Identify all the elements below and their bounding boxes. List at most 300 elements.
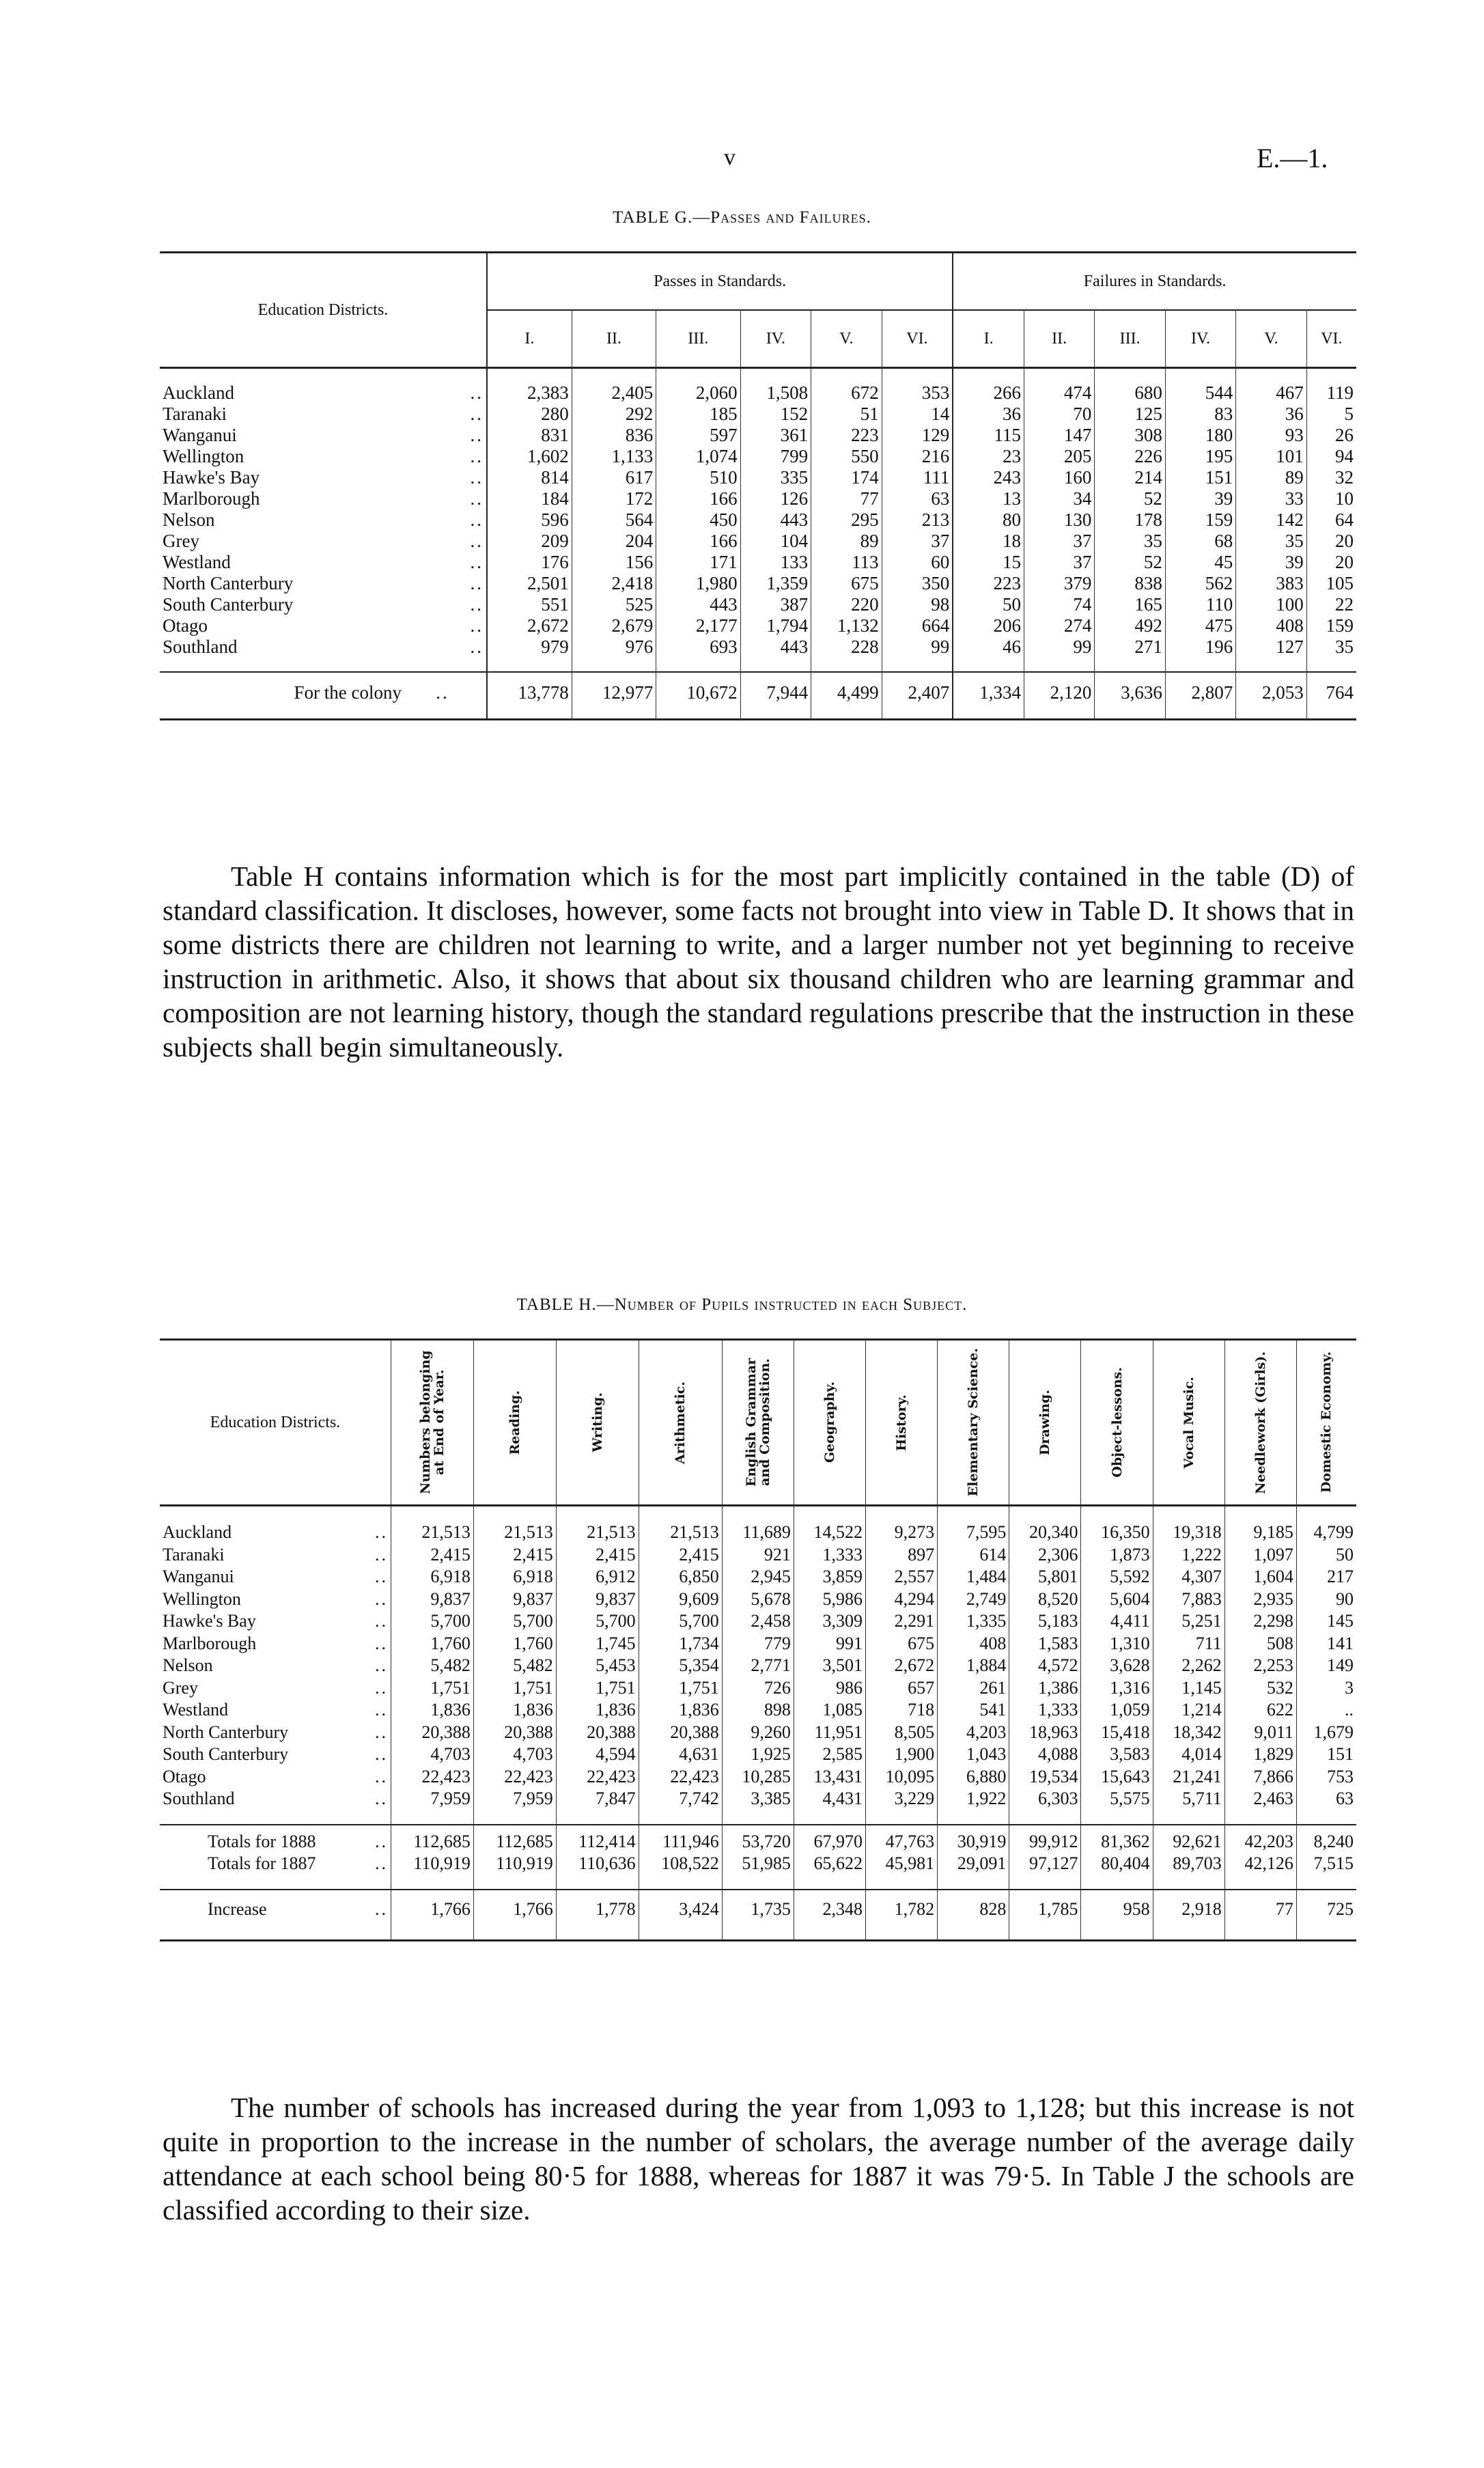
value-cell: 4,203: [938, 1722, 1009, 1744]
leader-dots: ..: [470, 446, 484, 466]
passes-cell: 98: [882, 594, 953, 615]
subject-column-header: [639, 1340, 722, 1506]
passes-cell: 510: [656, 467, 740, 488]
passes-cell: 228: [811, 636, 882, 672]
district-label: Hawke's Bay: [163, 467, 260, 488]
value-cell: 9,185: [1224, 1506, 1296, 1544]
passes-cell: 831: [487, 425, 572, 446]
value-cell: 1,836: [391, 1699, 474, 1722]
failures-cell: 5: [1306, 404, 1356, 425]
failures-standard-header: I.: [953, 310, 1024, 368]
leader-dots: ..: [470, 404, 484, 424]
passes-cell: 443: [740, 636, 811, 672]
value-cell: 2,306: [1009, 1544, 1081, 1567]
passes-cell: 1,359: [740, 573, 811, 594]
subject-column-header: [938, 1340, 1009, 1506]
passes-cell: 814: [487, 467, 572, 488]
paragraph-text: Table H contains information which is for the most part implicitly contained in the table (D) of standard classification. It discloses, however, some facts not brought into view in Table D. It shows that in some districts there are children not learning to write, and a larger number not yet beginning to receive instruction in arithmetic. Also, it shows that about six thousand children who are learning grammar and composition are not learning history, though the standard regulations prescribe that the instruction in these subjects shall begin simultaneously.: [163, 860, 1354, 1063]
failures-cell: 39: [1236, 552, 1306, 573]
leader-dots: ..: [470, 531, 484, 551]
value-cell: 3,309: [794, 1610, 865, 1633]
value-cell: 11,689: [722, 1506, 794, 1544]
value-cell: 3,424: [639, 1890, 722, 1941]
failures-cell: 74: [1024, 594, 1094, 615]
value-cell: 110,919: [391, 1853, 474, 1890]
value-cell: 2,918: [1153, 1890, 1224, 1941]
table-row: [160, 1788, 1356, 1825]
failures-cell: 80: [953, 509, 1024, 531]
passes-cell: 2,383: [487, 368, 572, 404]
passes-cell: 209: [487, 531, 572, 552]
value-cell: 2,291: [866, 1610, 938, 1633]
row-label: Grey: [163, 1677, 198, 1698]
passes-cell: 353: [882, 368, 953, 404]
value-cell: 5,482: [473, 1655, 556, 1677]
value-cell: 18,342: [1153, 1722, 1224, 1744]
failures-cell: 274: [1024, 615, 1094, 636]
document-reference: E.—1.: [1257, 143, 1328, 173]
value-cell: 1,059: [1081, 1699, 1153, 1722]
value-cell: 2,458: [722, 1610, 794, 1633]
district-label: Wanganui: [163, 425, 237, 445]
passes-cell: 550: [811, 446, 882, 467]
table-row: [160, 636, 1356, 672]
table-row: [160, 1677, 1356, 1700]
value-cell: 9,609: [639, 1588, 722, 1611]
passes-cell: 2,672: [487, 615, 572, 636]
failures-cell: 142: [1236, 509, 1306, 531]
value-cell: 8,520: [1009, 1588, 1081, 1611]
total-passes-cell: 2,407: [882, 672, 953, 720]
failures-cell: 467: [1236, 368, 1306, 404]
value-cell: 4,411: [1081, 1610, 1153, 1633]
increase-row: [160, 1890, 1356, 1941]
value-cell: 1,043: [938, 1743, 1009, 1766]
row-label-cell: [160, 1699, 391, 1722]
value-cell: 99,912: [1009, 1825, 1081, 1853]
value-cell: 2,463: [1224, 1788, 1296, 1825]
failures-standard-header: V.: [1236, 310, 1306, 368]
leader-dots: ..: [375, 1588, 388, 1609]
value-cell: 1,778: [556, 1890, 639, 1941]
value-cell: 6,918: [391, 1566, 474, 1588]
value-cell: 2,415: [556, 1544, 639, 1567]
value-cell: 51,985: [722, 1853, 794, 1890]
value-cell: 4,631: [639, 1743, 722, 1766]
district-label: Otago: [163, 615, 208, 636]
value-cell: 80,404: [1081, 1853, 1153, 1890]
failures-cell: 159: [1306, 615, 1356, 636]
table-row: [160, 531, 1356, 552]
passes-cell: 350: [882, 573, 953, 594]
value-cell: 47,763: [866, 1825, 938, 1853]
value-cell: 1,829: [1224, 1743, 1296, 1766]
table-g-passes-failures: [160, 251, 1356, 720]
failures-cell: 35: [1095, 531, 1165, 552]
passes-cell: 129: [882, 425, 953, 446]
passes-cell: 176: [487, 552, 572, 573]
failures-cell: 115: [953, 425, 1024, 446]
failures-group-header: Failures in Standards.: [953, 253, 1356, 311]
value-cell: 110,636: [556, 1853, 639, 1890]
total-failures-cell: 1,334: [953, 672, 1024, 720]
total-failures-cell: 2,053: [1236, 672, 1306, 720]
value-cell: 141: [1296, 1633, 1356, 1655]
passes-cell: 675: [811, 573, 882, 594]
value-cell: 4,294: [866, 1588, 938, 1611]
value-cell: 2,672: [866, 1655, 938, 1677]
table-row: [160, 446, 1356, 467]
failures-cell: 37: [1024, 531, 1094, 552]
total-failures-cell: 764: [1306, 672, 1356, 720]
district-name: [160, 531, 487, 552]
value-cell: 4,703: [391, 1743, 474, 1766]
row-label: North Canterbury: [163, 1722, 289, 1742]
table-row: [160, 573, 1356, 594]
value-cell: 622: [1224, 1699, 1296, 1722]
value-cell: 4,572: [1009, 1655, 1081, 1677]
subject-column-header: [794, 1340, 865, 1506]
value-cell: 2,935: [1224, 1588, 1296, 1611]
value-cell: 508: [1224, 1633, 1296, 1655]
value-cell: 15,418: [1081, 1722, 1153, 1744]
value-cell: 13,431: [794, 1766, 865, 1789]
leader-dots: ..: [375, 1633, 388, 1653]
passes-cell: 1,602: [487, 446, 572, 467]
subject-header-text: English Grammar and Composition.: [743, 1358, 772, 1487]
value-cell: 1,751: [391, 1677, 474, 1700]
value-cell: 779: [722, 1633, 794, 1655]
table-h-pupils-by-subject: [160, 1338, 1356, 1941]
passes-cell: 77: [811, 488, 882, 509]
subject-column-header: [1296, 1340, 1356, 1506]
row-label: Wanganui: [163, 1567, 234, 1586]
subject-header-text: Drawing.: [1037, 1389, 1053, 1456]
passes-cell: 14: [882, 404, 953, 425]
value-cell: 1,925: [722, 1743, 794, 1766]
passes-cell: 976: [572, 636, 656, 672]
value-cell: 4,799: [1296, 1506, 1356, 1544]
subject-column-header: [866, 1340, 938, 1506]
passes-cell: 171: [656, 552, 740, 573]
failures-cell: 474: [1024, 368, 1094, 404]
passes-cell: 2,679: [572, 615, 656, 636]
value-cell: 1,751: [473, 1677, 556, 1700]
failures-cell: 94: [1306, 446, 1356, 467]
value-cell: 2,415: [391, 1544, 474, 1567]
passes-cell: 335: [740, 467, 811, 488]
value-cell: 541: [938, 1699, 1009, 1722]
passes-group-header: Passes in Standards.: [487, 253, 953, 311]
district-name: [160, 368, 487, 404]
failures-cell: 89: [1236, 467, 1306, 488]
leader-dots: ..: [375, 1544, 388, 1565]
total-passes-cell: 4,499: [811, 672, 882, 720]
passes-cell: 617: [572, 467, 656, 488]
value-cell: 4,088: [1009, 1743, 1081, 1766]
value-cell: 5,592: [1081, 1566, 1153, 1588]
failures-cell: 10: [1306, 488, 1356, 509]
row-label-cell: [160, 1506, 391, 1544]
passes-cell: 836: [572, 425, 656, 446]
failures-cell: 130: [1024, 509, 1094, 531]
passes-standard-header: III.: [656, 310, 740, 368]
subject-header-text: Writing.: [589, 1392, 605, 1453]
row-label: Westland: [163, 1700, 229, 1720]
total-row: [160, 672, 1356, 720]
total-failures-cell: 3,636: [1095, 672, 1165, 720]
failures-cell: 125: [1095, 404, 1165, 425]
value-cell: 1,310: [1081, 1633, 1153, 1655]
value-cell: 1,760: [391, 1633, 474, 1655]
table-g-title-prefix: TABLE G.—: [613, 208, 711, 227]
value-cell: 9,260: [722, 1722, 794, 1744]
value-cell: 8,505: [866, 1722, 938, 1744]
leader-dots: ..: [436, 682, 449, 703]
value-cell: 3,501: [794, 1655, 865, 1677]
table-h-title-text: Number of Pupils instructed in each Subject.: [614, 1295, 968, 1314]
passes-cell: 126: [740, 488, 811, 509]
value-cell: 6,912: [556, 1566, 639, 1588]
value-cell: 1,734: [639, 1633, 722, 1655]
table-row: [160, 1722, 1356, 1744]
value-cell: 5,700: [473, 1610, 556, 1633]
value-cell: 21,241: [1153, 1766, 1224, 1789]
failures-cell: 492: [1095, 615, 1165, 636]
failures-cell: 165: [1095, 594, 1165, 615]
value-cell: 6,303: [1009, 1788, 1081, 1825]
table-h-title-prefix: TABLE H.—: [516, 1295, 615, 1314]
failures-cell: 52: [1095, 552, 1165, 573]
subject-column-header: [1009, 1340, 1081, 1506]
value-cell: 149: [1296, 1655, 1356, 1677]
table-g-title-text: Passes and Failures.: [710, 208, 871, 227]
value-cell: ..: [1296, 1699, 1356, 1722]
value-cell: 45,981: [866, 1853, 938, 1890]
value-cell: 20,388: [473, 1722, 556, 1744]
value-cell: 1,484: [938, 1566, 1009, 1588]
value-cell: 753: [1296, 1766, 1356, 1789]
value-cell: 9,837: [473, 1588, 556, 1611]
failures-cell: 13: [953, 488, 1024, 509]
failures-cell: 838: [1095, 573, 1165, 594]
value-cell: 7,959: [391, 1788, 474, 1825]
passes-cell: 597: [656, 425, 740, 446]
district-name: [160, 636, 487, 672]
leader-dots: ..: [470, 615, 484, 636]
failures-cell: 64: [1306, 509, 1356, 531]
value-cell: 1,751: [556, 1677, 639, 1700]
passes-cell: 1,508: [740, 368, 811, 404]
district-name: [160, 594, 487, 615]
value-cell: 110,919: [473, 1853, 556, 1890]
passes-standard-header: VI.: [882, 310, 953, 368]
table-row: [160, 488, 1356, 509]
value-cell: 657: [866, 1677, 938, 1700]
value-cell: 3,628: [1081, 1655, 1153, 1677]
value-cell: 1,735: [722, 1890, 794, 1941]
value-cell: 1,679: [1296, 1722, 1356, 1744]
value-cell: 22,423: [639, 1766, 722, 1789]
failures-cell: 226: [1095, 446, 1165, 467]
passes-cell: 1,074: [656, 446, 740, 467]
value-cell: 2,262: [1153, 1655, 1224, 1677]
value-cell: 63: [1296, 1788, 1356, 1825]
value-cell: 6,880: [938, 1766, 1009, 1789]
leader-dots: ..: [375, 1677, 388, 1698]
passes-cell: 2,418: [572, 573, 656, 594]
failures-cell: 70: [1024, 404, 1094, 425]
district-name: [160, 615, 487, 636]
passes-cell: 60: [882, 552, 953, 573]
district-label: Grey: [163, 531, 199, 551]
row-label: South Canterbury: [163, 1744, 289, 1764]
passes-cell: 387: [740, 594, 811, 615]
failures-cell: 23: [953, 446, 1024, 467]
value-cell: 22,423: [391, 1766, 474, 1789]
total-passes-cell: 13,778: [487, 672, 572, 720]
passes-cell: 111: [882, 467, 953, 488]
value-cell: 65,622: [794, 1853, 865, 1890]
paragraph-table-h-intro: [163, 859, 1354, 1064]
subject-column-header: [1224, 1340, 1296, 1506]
total-label-cell: [160, 672, 487, 720]
value-cell: 9,837: [556, 1588, 639, 1611]
value-cell: 2,348: [794, 1890, 865, 1941]
value-cell: 5,575: [1081, 1788, 1153, 1825]
total-passes-cell: 10,672: [656, 672, 740, 720]
row-label-cell: [160, 1766, 391, 1789]
value-cell: 5,183: [1009, 1610, 1081, 1633]
failures-cell: 266: [953, 368, 1024, 404]
district-label: Southland: [163, 636, 238, 657]
district-name: [160, 488, 487, 509]
passes-cell: 99: [882, 636, 953, 672]
row-label-cell: [160, 1677, 391, 1700]
failures-cell: 379: [1024, 573, 1094, 594]
passes-cell: 1,132: [811, 615, 882, 636]
value-cell: 3,385: [722, 1788, 794, 1825]
district-column-header: Education Districts.: [160, 1340, 391, 1506]
value-cell: 3: [1296, 1677, 1356, 1700]
value-cell: 7,515: [1296, 1853, 1356, 1890]
passes-cell: 1,794: [740, 615, 811, 636]
failures-cell: 18: [953, 531, 1024, 552]
failures-cell: 34: [1024, 488, 1094, 509]
value-cell: 1,214: [1153, 1699, 1224, 1722]
table-row: [160, 1588, 1356, 1611]
value-cell: 2,253: [1224, 1655, 1296, 1677]
value-cell: 1,900: [866, 1743, 938, 1766]
passes-cell: 2,405: [572, 368, 656, 404]
district-label: Auckland: [163, 382, 234, 403]
value-cell: 4,703: [473, 1743, 556, 1766]
value-cell: 5,453: [556, 1655, 639, 1677]
value-cell: 42,203: [1224, 1825, 1296, 1853]
value-cell: 991: [794, 1633, 865, 1655]
value-cell: 1,785: [1009, 1890, 1081, 1941]
value-cell: 2,585: [794, 1743, 865, 1766]
value-cell: 5,801: [1009, 1566, 1081, 1588]
subject-header-text: Reading.: [507, 1390, 522, 1455]
table-row: [160, 404, 1356, 425]
value-cell: 5,678: [722, 1588, 794, 1611]
row-label: Taranaki: [163, 1544, 225, 1565]
value-cell: 6,850: [639, 1566, 722, 1588]
leader-dots: ..: [470, 594, 484, 615]
table-row: [160, 1544, 1356, 1567]
table-row: [160, 1633, 1356, 1655]
table-row: [160, 1566, 1356, 1588]
passes-cell: 693: [656, 636, 740, 672]
passes-cell: 89: [811, 531, 882, 552]
paragraph-text: The number of schools has increased during the year from 1,093 to 1,128; but this increase is not quite in proportion to the increase in the number of scholars, the average number of the average daily attendance at each school being 80·5 for 1888, whereas for 1887 it was 79·5. In Table J the schools are classified according to their size.: [163, 2092, 1354, 2226]
passes-cell: 204: [572, 531, 656, 552]
value-cell: 89,703: [1153, 1853, 1224, 1890]
leader-dots: ..: [470, 552, 484, 572]
value-cell: 5,354: [639, 1655, 722, 1677]
leader-dots: ..: [470, 425, 484, 445]
value-cell: 7,883: [1153, 1588, 1224, 1611]
passes-cell: 2,060: [656, 368, 740, 404]
failures-cell: 562: [1165, 573, 1235, 594]
row-label: Otago: [163, 1766, 206, 1786]
value-cell: 1,316: [1081, 1677, 1153, 1700]
passes-cell: 1,133: [572, 446, 656, 467]
failures-cell: 214: [1095, 467, 1165, 488]
row-label: Totals for 1887: [208, 1853, 316, 1873]
failures-cell: 36: [1236, 404, 1306, 425]
value-cell: 21,513: [391, 1506, 474, 1544]
value-cell: 408: [938, 1633, 1009, 1655]
district-label: Nelson: [163, 509, 215, 530]
table-row: [160, 509, 1356, 531]
value-cell: 16,350: [1081, 1506, 1153, 1544]
passes-cell: 799: [740, 446, 811, 467]
district-name: [160, 446, 487, 467]
value-cell: 4,014: [1153, 1743, 1224, 1766]
value-cell: 1,604: [1224, 1566, 1296, 1588]
passes-cell: 564: [572, 509, 656, 531]
value-cell: 20,388: [391, 1722, 474, 1744]
subject-column-header: [1081, 1340, 1153, 1506]
value-cell: 921: [722, 1544, 794, 1567]
passes-cell: 133: [740, 552, 811, 573]
subject-column-header: [722, 1340, 794, 1506]
table-row: [160, 425, 1356, 446]
value-cell: 20,388: [639, 1722, 722, 1744]
passes-cell: 223: [811, 425, 882, 446]
value-cell: 3,229: [866, 1788, 938, 1825]
subject-header-text: Numbers belonging at End of Year.: [417, 1350, 447, 1495]
row-label: Marlborough: [163, 1633, 257, 1653]
value-cell: 10,285: [722, 1766, 794, 1789]
row-label-cell: [160, 1566, 391, 1588]
passes-cell: 172: [572, 488, 656, 509]
table-row: [160, 1743, 1356, 1766]
failures-standard-header: VI.: [1306, 310, 1356, 368]
value-cell: 1,922: [938, 1788, 1009, 1825]
table-row: [160, 615, 1356, 636]
value-cell: 108,522: [639, 1853, 722, 1890]
passes-cell: 156: [572, 552, 656, 573]
district-label: Marlborough: [163, 488, 260, 509]
passes-cell: 51: [811, 404, 882, 425]
value-cell: 21,513: [473, 1506, 556, 1544]
passes-cell: 361: [740, 425, 811, 446]
value-cell: 261: [938, 1677, 1009, 1700]
value-cell: 42,126: [1224, 1853, 1296, 1890]
